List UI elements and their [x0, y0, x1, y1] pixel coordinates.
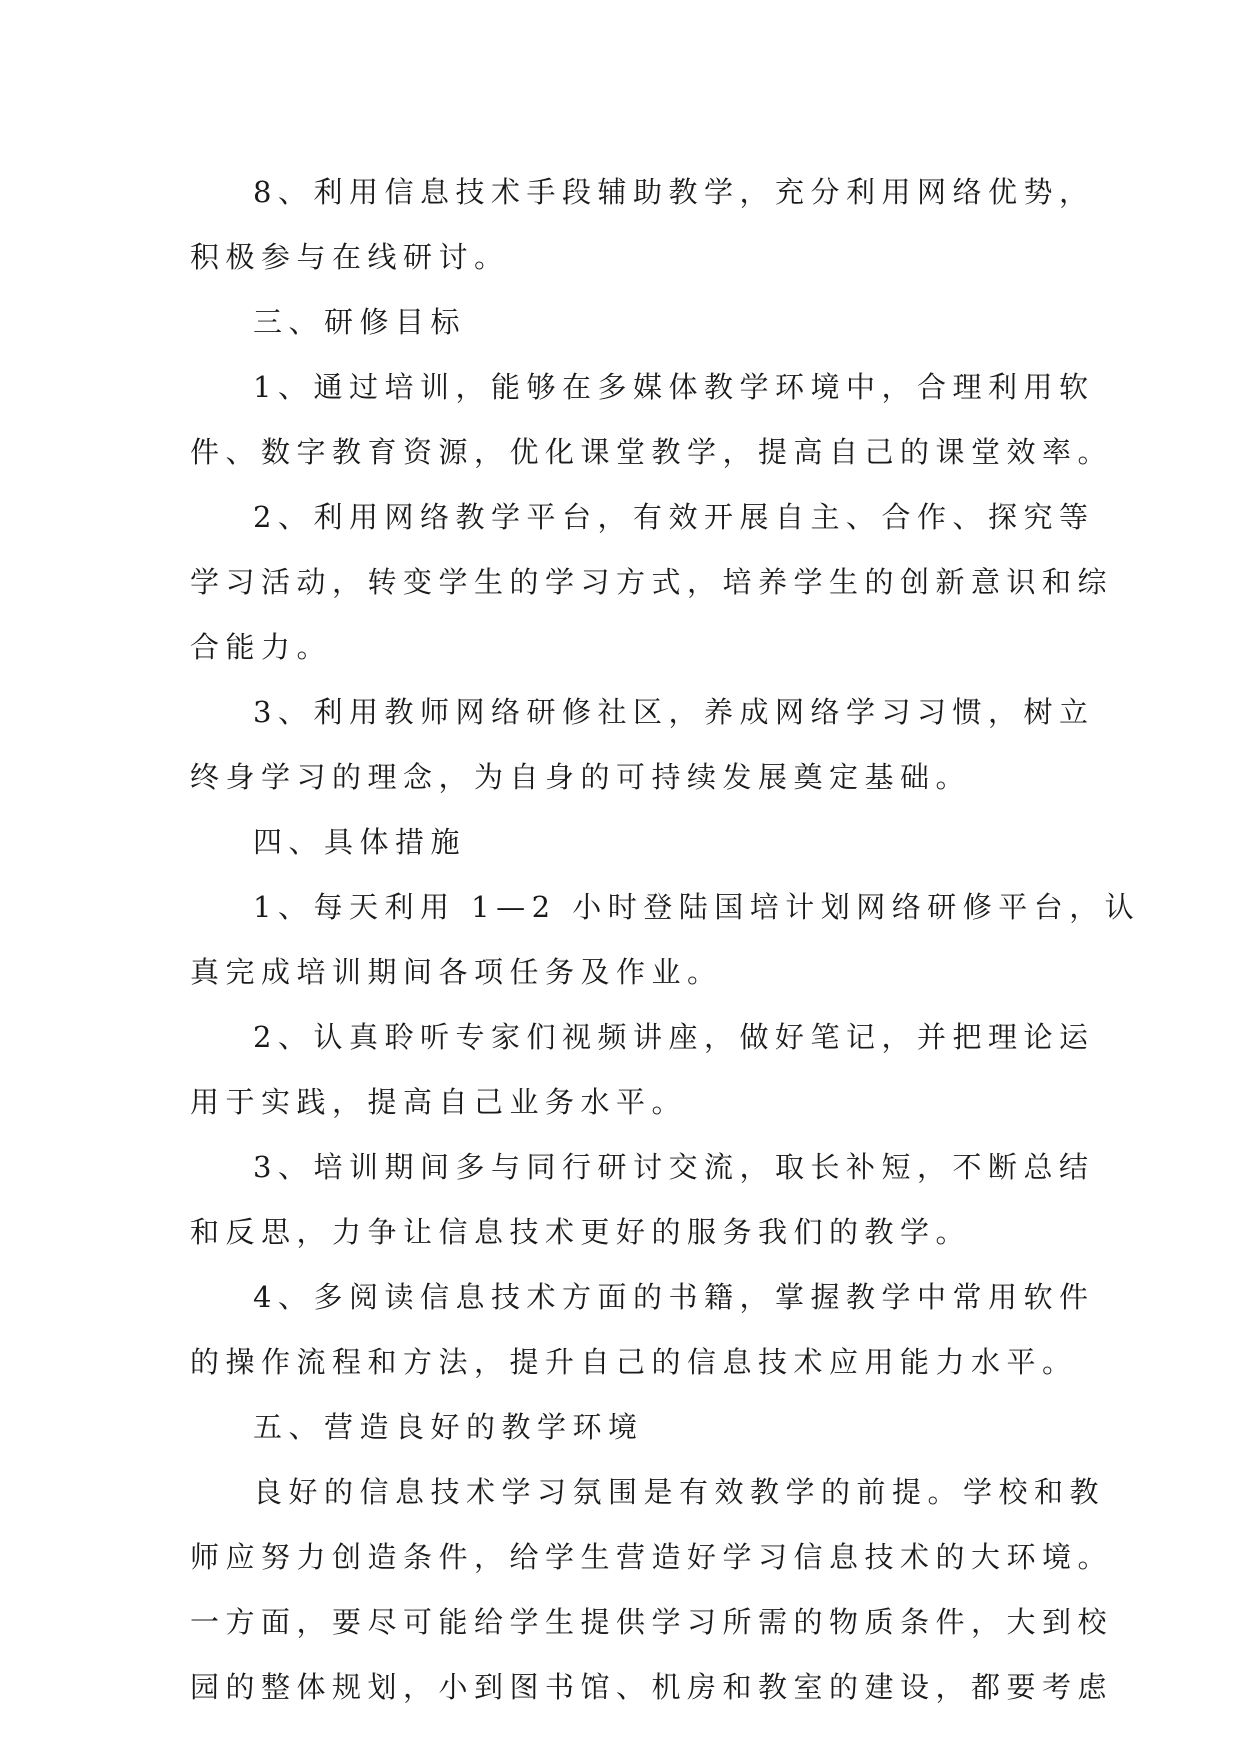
text-line: 4、多阅读信息技术方面的书籍，掌握教学中常用软件 [253, 1280, 1095, 1314]
text-line: 的操作流程和方法，提升自己的信息技术应用能力水平。 [190, 1345, 1078, 1379]
text-line: 3、利用教师网络研修社区，养成网络学习习惯，树立 [253, 695, 1095, 729]
text-line: 良好的信息技术学习氛围是有效教学的前提。学校和教 [253, 1475, 1106, 1509]
text-line: 师应努力创造条件，给学生营造好学习信息技术的大环境。 [190, 1540, 1114, 1574]
text-line: 园的整体规划，小到图书馆、机房和教室的建设，都要考虑 [190, 1670, 1114, 1704]
text-line: 真完成培训期间各项任务及作业。 [190, 955, 723, 989]
text-line: 三、研修目标 [253, 305, 467, 339]
text-line: 和反思，力争让信息技术更好的服务我们的教学。 [190, 1215, 972, 1249]
text-line: 1、每天利用 1—2 小时登陆国培计划网络研修平台，认 [253, 890, 1141, 924]
text-line: 用于实践，提高自己业务水平。 [190, 1085, 688, 1119]
text-line: 终身学习的理念，为自身的可持续发展奠定基础。 [190, 760, 972, 794]
text-line: 8、利用信息技术手段辅助教学，充分利用网络优势， [253, 175, 1095, 209]
text-line: 合能力。 [190, 630, 333, 664]
text-line: 件、数字教育资源，优化课堂教学，提高自己的课堂效率。 [190, 435, 1114, 469]
document-body [190, 160, 1141, 1720]
text-line: 四、具体措施 [253, 825, 467, 859]
text-line: 五、营造良好的教学环境 [253, 1410, 644, 1444]
text-line: 1、通过培训，能够在多媒体教学环境中，合理利用软 [253, 370, 1095, 404]
text-line: 2、认真聆听专家们视频讲座，做好笔记，并把理论运 [253, 1020, 1095, 1054]
text-line: 3、培训期间多与同行研讨交流，取长补短，不断总结 [253, 1150, 1095, 1184]
text-line: 一方面，要尽可能给学生提供学习所需的物质条件，大到校 [190, 1605, 1114, 1639]
text-line: 积极参与在线研讨。 [190, 240, 510, 274]
text-line: 学习活动，转变学生的学习方式，培养学生的创新意识和综 [190, 565, 1114, 599]
text-line: 2、利用网络教学平台，有效开展自主、合作、探究等 [253, 500, 1095, 534]
